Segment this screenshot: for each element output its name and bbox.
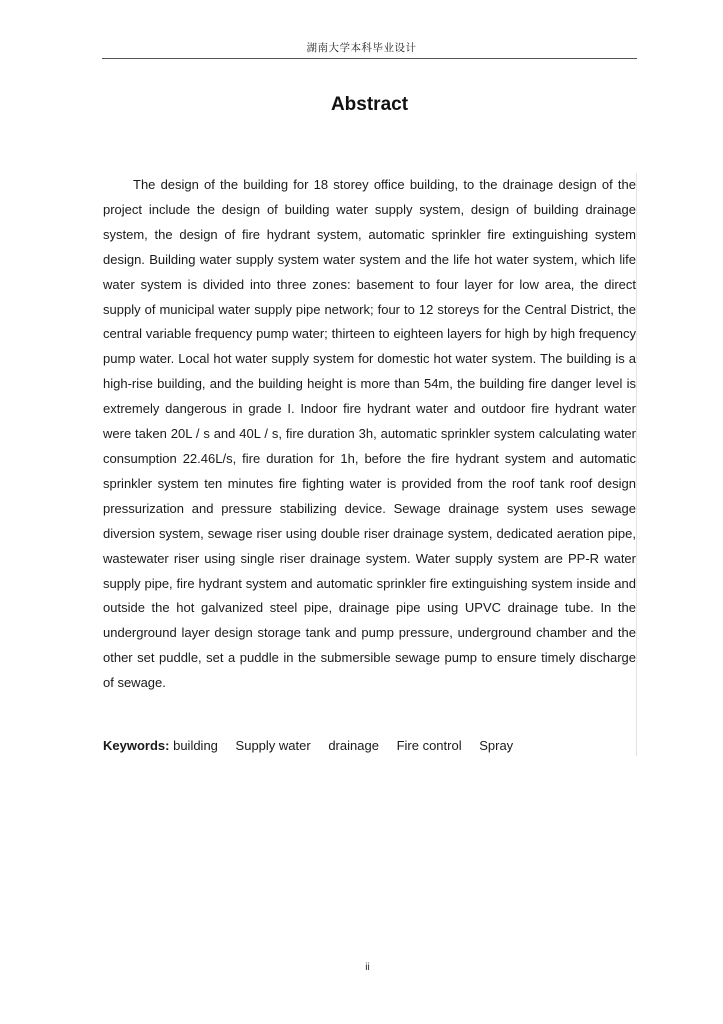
keyword: Fire control bbox=[396, 738, 462, 754]
keyword: building bbox=[173, 738, 218, 754]
keywords-label: Keywords: bbox=[103, 738, 170, 754]
page-title: Abstract bbox=[330, 94, 409, 115]
keyword: Spray bbox=[479, 738, 514, 754]
keywords-line bbox=[103, 736, 636, 756]
running-header: 湖南大学本科毕业设计 bbox=[306, 42, 417, 54]
page-number: ii bbox=[365, 962, 370, 973]
abstract-section bbox=[103, 173, 637, 756]
abstract-paragraph: The design of the building for 18 storey office building, to the drainage design of the project include the design of building water supply system, design of building drainage system, the design of fire hydrant system, automatic sprinkler fire extinguishing system design. Building water supply system water system and the life hot water system, which life water system is divided into three zones: basement to four layer for low area, the direct supply of municipal water supply pipe network; four to 12 storeys for the Central District, the central variable frequency pump water; thirteen to eighteen layers for high by high frequency pump water. Local hot water supply system for domestic hot water system. The building is a high-rise building, and the building height is more than 54m, the building fire danger level is extremely dangerous in grade I. Indoor fire hydrant water and outdoor fire hydrant water were taken 20L / s and 40L / s, fire duration 3h, automatic sprinkler system calculating water consumption 22.46L/s, fire duration for 1h, before the fire hydrant system and automatic sprinkler system ten minutes fire fighting water is provided from the roof tank roof design pressurization and pressure stabilizing device. Sewage drainage system uses sewage diversion system, sewage riser using double riser drainage system, dedicated aeration pipe, wastewater riser using single riser drainage system. Water supply system are PP-R water supply pipe, fire hydrant system and automatic sprinkler fire extinguishing system inside and outside the hot galvanized steel pipe, drainage pipe using UPVC drainage tube. In the underground layer design storage tank and pump pressure, underground chamber and the other set puddle, set a puddle in the submersible sewage pump to ensure timely discharge of sewage. bbox=[103, 177, 636, 691]
keyword: Supply water bbox=[235, 738, 311, 754]
header-divider bbox=[102, 58, 637, 59]
keyword: drainage bbox=[328, 738, 379, 754]
